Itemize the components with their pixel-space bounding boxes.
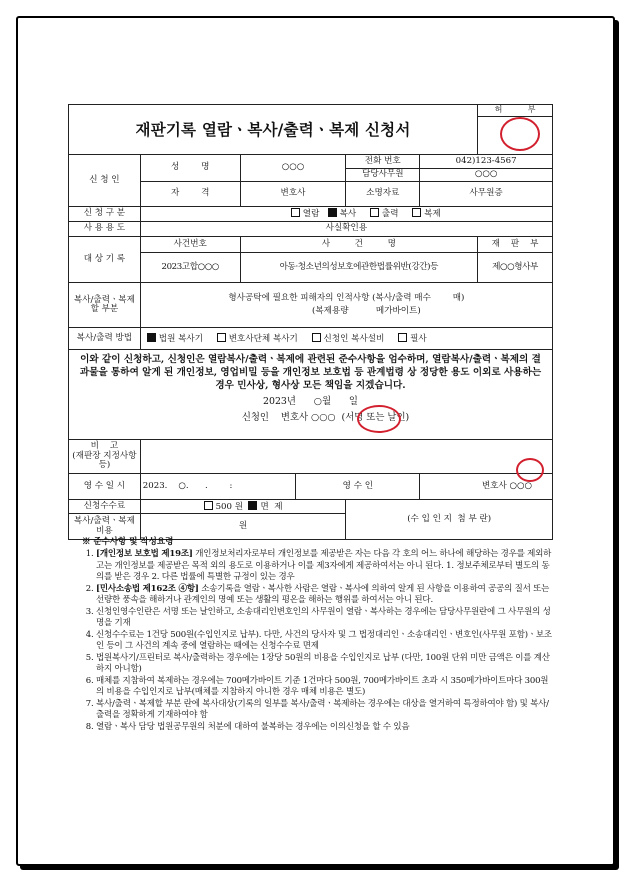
method-handwrite[interactable]: 필사 bbox=[398, 334, 427, 344]
case-number-value[interactable]: 2023고합○○○ bbox=[140, 253, 240, 283]
receiver-label: 영 수 인 bbox=[296, 474, 420, 500]
name-value[interactable]: ○○○ bbox=[240, 155, 346, 182]
approval-circle-mark bbox=[500, 117, 540, 151]
checkbox-fee-500[interactable] bbox=[204, 501, 213, 510]
staff-label: 담당사무원 bbox=[346, 169, 420, 182]
court-value[interactable]: 제○○형사부 bbox=[478, 253, 553, 283]
purpose-value[interactable]: 사실확인용 bbox=[140, 222, 552, 237]
copy-cost-value[interactable]: 원 bbox=[140, 514, 346, 540]
instruction-item: 5. 법원복사기/프린터로 복사/출력하는 경우에는 1장당 50원의 비용을 수입인지로 납부 (다만, 100원 단위 미만 금액은 이를 계산하지 아니함) bbox=[96, 653, 552, 676]
fee-options bbox=[140, 500, 346, 514]
checkbox-read[interactable] bbox=[291, 208, 300, 217]
pledge-section bbox=[69, 350, 553, 440]
purpose-label: 사 용 용 도 bbox=[69, 222, 141, 237]
copy-method-label: 복사/출력 방법 bbox=[69, 328, 141, 350]
remarks-value[interactable] bbox=[140, 440, 552, 474]
approval-label: 허 부 bbox=[478, 105, 552, 117]
application-form bbox=[68, 104, 553, 540]
signature-circle-mark bbox=[357, 405, 401, 433]
qualification-label: 자 격 bbox=[140, 182, 240, 207]
checkbox-handwrite[interactable] bbox=[398, 333, 407, 342]
receipt-date-value[interactable]: 2023. ○. . : bbox=[140, 474, 296, 500]
copy-part-line-2: (복제용량 메가바이트) bbox=[312, 305, 421, 316]
instruction-item: 1. [개인정보 보호법 제19조] 개인정보처리자로부터 개인정보를 제공받은 자는 다음 각 호의 어느 하나에 해당하는 경우를 제외하고는 개인정보를 제공받은 목적 외의 용도로 이용하거나 이를 제3자에게 제공하여서는 아니 된다. 1. 정보주체로부터 별도의 동의를 받은 경우 2. 다른 법률에 특별한 규정이 있는 경우 bbox=[96, 549, 552, 583]
checkbox-fee-exempt-checked[interactable] bbox=[248, 501, 257, 510]
checkbox-print[interactable] bbox=[370, 208, 379, 217]
fee-500[interactable]: 500 원 bbox=[204, 502, 243, 512]
instructions-list bbox=[82, 549, 552, 733]
signature-line[interactable]: 신청인 변호사 ○○○ (서명 또는 날인) bbox=[241, 412, 410, 424]
phone-value[interactable]: 042)123-4567 bbox=[420, 155, 553, 169]
applicant-label: 신 청 인 bbox=[69, 155, 141, 207]
request-type-copy[interactable]: 복사 bbox=[328, 209, 357, 219]
remarks-sub-label: (재판장 지정사항 등) bbox=[72, 450, 137, 471]
request-type-read[interactable]: 열람 bbox=[291, 209, 320, 219]
instruction-item: 7. 복사/출력ㆍ복제할 부분 란에 복사대상(기록의 일부를 복사/출력ㆍ복제하는 경우에는 대상을 열거하여 특정하여야 함) 및 복사/출력을 정확하게 기재하여야 함 bbox=[96, 699, 552, 722]
proof-label: 소명자료 bbox=[346, 182, 420, 207]
date-line[interactable]: 2023년 ○월 일 bbox=[263, 395, 358, 407]
copy-part-value[interactable] bbox=[140, 283, 552, 328]
fee-label: 신청수수료 bbox=[69, 500, 141, 514]
copy-part-line-1: 형사공탁에 필요한 피해자의 인적사항 (복사/출력 매수 매) bbox=[228, 293, 465, 304]
case-name-value[interactable]: 아동·청소년의성보호에관한법률위반(강간)등 bbox=[240, 253, 477, 283]
pledge-text: 이와 같이 신청하고, 신청인은 열람복사/출력ㆍ복제에 관련된 준수사항을 엄수하며, 열람복사/출력ㆍ복제의 결과물을 통하여 알게 된 개인정보, 영업비밀 등을 개인정보 보호법 등 관계법령 상 정당한 용도 이외로 사용하는 경우 민사상, 형사상 모든 책임을 지겠습니다. bbox=[79, 354, 542, 391]
instructions-section bbox=[82, 537, 552, 733]
copy-part-label: 복사/출력ㆍ복제할 부분 bbox=[69, 283, 141, 328]
case-number-label: 사건번호 bbox=[140, 237, 240, 253]
method-bar-copier[interactable]: 변호사단체 복사기 bbox=[217, 334, 298, 344]
receiver-value[interactable]: 변호사 ○○○ bbox=[420, 474, 553, 500]
instructions-heading: ※ 준수사항 및 작성요령 bbox=[82, 537, 174, 547]
name-label: 성 명 bbox=[140, 155, 240, 182]
copy-method-options bbox=[140, 328, 552, 350]
request-type-duplicate[interactable]: 복제 bbox=[412, 209, 441, 219]
court-label: 재 판 부 bbox=[478, 237, 553, 253]
instruction-item: 8. 열람ㆍ복사 담당 법원공무원의 처분에 대하여 불복하는 경우에는 이의신청을 할 수 있음 bbox=[96, 722, 552, 733]
target-record-label: 대 상 기 록 bbox=[69, 237, 141, 283]
copy-cost-label: 복사/출력ㆍ복제 비용 bbox=[69, 514, 141, 540]
remarks-label: 비 고 (재판장 지정사항 등) bbox=[69, 440, 141, 474]
receipt-date-label: 영 수 일 시 bbox=[69, 474, 141, 500]
request-type-print[interactable]: 출력 bbox=[370, 209, 399, 219]
checkbox-bar-copier[interactable] bbox=[217, 333, 226, 342]
staff-value[interactable]: ○○○ bbox=[420, 169, 553, 182]
fee-exempt[interactable]: 면 제 bbox=[248, 502, 282, 512]
method-own-equipment[interactable]: 신청인 복사설비 bbox=[312, 334, 385, 344]
phone-label: 전화 번호 bbox=[346, 155, 420, 169]
checkbox-court-copier-checked[interactable] bbox=[147, 333, 156, 342]
instruction-item: 2. [민사소송법 제162조 ④항] 소송기록을 열람ㆍ복사한 사람은 열람ㆍ복사에 의하여 알게 된 사항을 이용하여 공공의 질서 또는 선량한 풍속을 해하거나 관계인의 명예 또는 생활의 평온을 해하는 행위를 하여서는 아니 된다. bbox=[96, 584, 552, 607]
checkbox-copy-checked[interactable] bbox=[328, 208, 337, 217]
checkbox-duplicate[interactable] bbox=[412, 208, 421, 217]
instruction-item: 3. 신청인영수인란은 서명 또는 날인하고, 소송대리인변호인의 사무원이 열람ㆍ복사하는 경우에는 담당사무원란에 그 사무원의 성명을 기재 bbox=[96, 607, 552, 630]
qualification-value[interactable]: 변호사 bbox=[240, 182, 346, 207]
request-type-options bbox=[140, 207, 552, 222]
request-type-label: 신 청 구 분 bbox=[69, 207, 141, 222]
proof-value[interactable]: 사무원증 bbox=[420, 182, 553, 207]
instruction-item: 4. 신청수수료는 1건당 500원(수입인지로 납부). 다만, 사건의 당사자 및 그 법정대리인ㆍ소송대리인ㆍ변호인(사무원 포함)ㆍ보조인 등이 그 사건의 계속 중에 열람하는 때에는 신청수수료 면제 bbox=[96, 630, 552, 653]
instruction-item: 6. 매체를 지참하여 복제하는 경우에는 700메가바이트 기준 1건마다 500원, 700메가바이트 초과 시 350메가바이트마다 300원의 비용을 수입인지로 납부(매체를 지참하지 아니한 경우 매체 비용은 별도) bbox=[96, 676, 552, 699]
revenue-stamp-area: (수 입 인 지 첨 부 란) bbox=[346, 500, 553, 540]
receiver-circle-mark bbox=[516, 458, 544, 482]
method-court-copier[interactable]: 법원 복사기 bbox=[147, 334, 203, 344]
form-title: 재판기록 열람ㆍ복사/출력ㆍ복제 신청서 bbox=[69, 105, 478, 155]
case-name-label: 사 건 명 bbox=[240, 237, 477, 253]
checkbox-own-equipment[interactable] bbox=[312, 333, 321, 342]
